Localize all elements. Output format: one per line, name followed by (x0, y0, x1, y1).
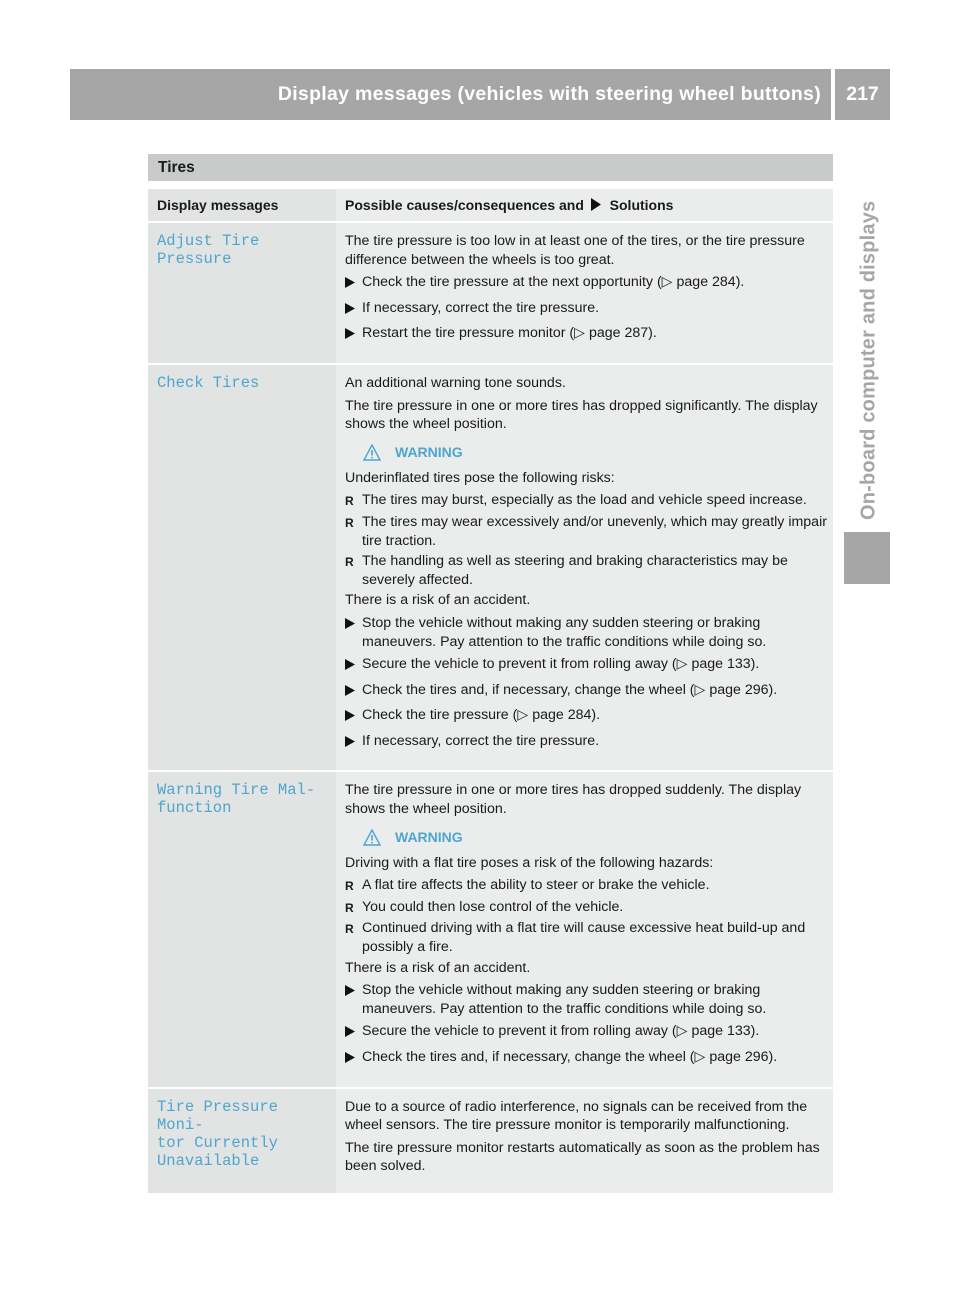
warning-heading (363, 444, 827, 461)
description-text: The tire pressure is too low in at least one of the tires, or the tire pressure difference between the wheels is too great. (345, 233, 805, 268)
instruction-text: Check the tires and, if necessary, change the wheel (▷ page 296). (362, 1049, 778, 1065)
instruction-text: Check the tire pressure (▷ page 284). (362, 707, 601, 724)
solution-cell (336, 364, 833, 772)
action-arrow (345, 299, 362, 321)
instruction-text: Restart the tire pressure monitor (▷ page 287). (362, 325, 657, 342)
warning-intro: Underinflated tires pose the following risks: (345, 469, 615, 486)
solution-cell (336, 1088, 833, 1194)
instruction-step (345, 614, 827, 651)
risk-item (345, 919, 827, 956)
action-arrow (345, 324, 362, 346)
solution-cell (336, 222, 833, 364)
column-header-messages: Display messages (148, 189, 336, 222)
description-text: An additional warning tone sounds. (345, 374, 566, 391)
action-arrow-icon (345, 1026, 355, 1037)
risk-item (345, 491, 827, 511)
action-arrow (345, 1022, 362, 1044)
instruction-text: Stop the vehicle without making any sudden steering or braking maneuvers. Pay attention to the traffic conditions while doing so. (362, 982, 767, 1017)
column-header-solutions-post: Solutions (609, 197, 674, 213)
instruction-step (345, 732, 827, 754)
action-arrow-icon (345, 1052, 355, 1063)
display-message-text: Check Tires (157, 373, 260, 392)
bullet-icon: R (345, 900, 354, 915)
action-arrow (345, 732, 362, 754)
table-row (148, 1088, 833, 1194)
table-header-row (148, 189, 833, 222)
table-row (148, 222, 833, 364)
solution-cell (336, 771, 833, 1087)
display-message-cell (148, 771, 336, 1087)
risk-text: The handling as well as steering and braking characteristics may be severely affected. (362, 553, 788, 588)
bullet-icon: R (345, 879, 354, 894)
instruction-text: Stop the vehicle without making any sudden steering or braking maneuvers. Pay attention to the traffic conditions while doing so. (362, 614, 767, 650)
instruction-text: Secure the vehicle to prevent it from rolling away (▷ page 133). (362, 1023, 760, 1040)
action-arrow (345, 681, 362, 703)
bullet-icon: R (345, 922, 354, 937)
warning-intro: Driving with a flat tire poses a risk of the following hazards: (345, 854, 714, 871)
action-arrow-icon (345, 328, 355, 339)
instruction-text: Secure the vehicle to prevent it from rolling away (▷ page 133). (362, 656, 760, 673)
warning-label: WARNING (395, 444, 463, 461)
action-arrow-icon (590, 198, 602, 211)
bullet-icon: R (345, 515, 354, 530)
action-arrow (345, 655, 362, 677)
instruction-text: Check the tire pressure at the next opportunity (▷ page 284). (362, 274, 745, 291)
running-header-title: Display messages (vehicles with steering wheel buttons) (277, 83, 821, 105)
action-arrow (345, 273, 362, 295)
description-text: The tire pressure in one or more tires has dropped suddenly. The display shows the wheel position. (345, 782, 802, 818)
description-text: Due to a source of radio interference, no signals can be received from the wheel sensors. The tire pressure monitor is temporarily malfunctioning. (345, 1098, 808, 1134)
risk-item (345, 552, 827, 589)
display-message-cell (148, 1088, 336, 1194)
bullet-icon: R (345, 494, 354, 509)
risk-text: The tires may burst, especially as the load and vehicle speed increase. (362, 492, 807, 509)
warning-heading (363, 829, 827, 846)
action-arrow-icon (345, 618, 355, 629)
risk-text: A flat tire affects the ability to steer or brake the vehicle. (362, 877, 710, 894)
risk-item (345, 876, 827, 896)
display-message-cell (148, 364, 336, 772)
instruction-step (345, 981, 827, 1018)
section-title: Tires (148, 154, 833, 181)
instruction-step (345, 1022, 827, 1044)
column-header-solutions (336, 189, 833, 222)
instruction-step (345, 706, 827, 728)
action-arrow-icon (345, 277, 355, 288)
instruction-text: Check the tires and, if necessary, change the wheel (▷ page 296). (362, 681, 778, 698)
page-number: 217 (835, 69, 890, 120)
warning-label: WARNING (395, 829, 463, 846)
instruction-step (345, 299, 827, 321)
action-arrow (345, 706, 362, 728)
table-row (148, 771, 833, 1087)
action-arrow-icon (345, 985, 355, 996)
action-arrow-icon (345, 710, 355, 721)
display-message-text: Adjust Tire Pressure (157, 232, 260, 268)
action-arrow-icon (345, 736, 355, 747)
warning-triangle-icon (363, 829, 381, 846)
risk-summary: There is a risk of an accident. (345, 959, 531, 976)
display-message-cell (148, 222, 336, 364)
risk-text: You could then lose control of the vehicle. (362, 898, 624, 915)
action-arrow (345, 614, 362, 651)
instruction-step (345, 273, 827, 295)
instruction-step (345, 681, 827, 703)
warning-triangle-icon (363, 444, 381, 461)
description-text: The tire pressure in one or more tires has dropped significantly. The display shows the wheel position. (345, 397, 818, 433)
action-arrow (345, 1048, 362, 1070)
instruction-step (345, 1048, 827, 1070)
instruction-text: If necessary, correct the tire pressure. (362, 732, 600, 749)
instruction-text: If necessary, correct the tire pressure. (362, 299, 600, 316)
action-arrow-icon (345, 303, 355, 314)
display-message-text: Warning Tire Mal‐ function (157, 781, 316, 818)
action-arrow-icon (345, 659, 355, 670)
risk-text: Continued driving with a flat tire will cause excessive heat build-up and possibly a fire. (362, 920, 806, 956)
side-tab-marker (844, 532, 890, 584)
display-messages-table (148, 189, 833, 1195)
instruction-step (345, 655, 827, 677)
risk-text: The tires may wear excessively and/or unevenly, which may greatly impair tire traction. (362, 513, 827, 549)
column-header-solutions-pre: Possible causes/consequences and (345, 197, 584, 213)
running-header (70, 69, 831, 120)
action-arrow-icon (345, 685, 355, 696)
side-tab-label: On-board computer and displays (857, 200, 880, 520)
bullet-icon: R (345, 555, 354, 570)
risk-item (345, 513, 827, 550)
instruction-step (345, 324, 827, 346)
risk-summary: There is a risk of an accident. (345, 592, 531, 609)
display-message-text: Tire Pressure Moni‐ tor Currently Unavailable (157, 1097, 278, 1170)
table-row (148, 364, 833, 772)
risk-item (345, 898, 827, 918)
description-text: The tire pressure monitor restarts automatically as soon as the problem has been solved. (345, 1139, 820, 1175)
action-arrow (345, 981, 362, 1018)
